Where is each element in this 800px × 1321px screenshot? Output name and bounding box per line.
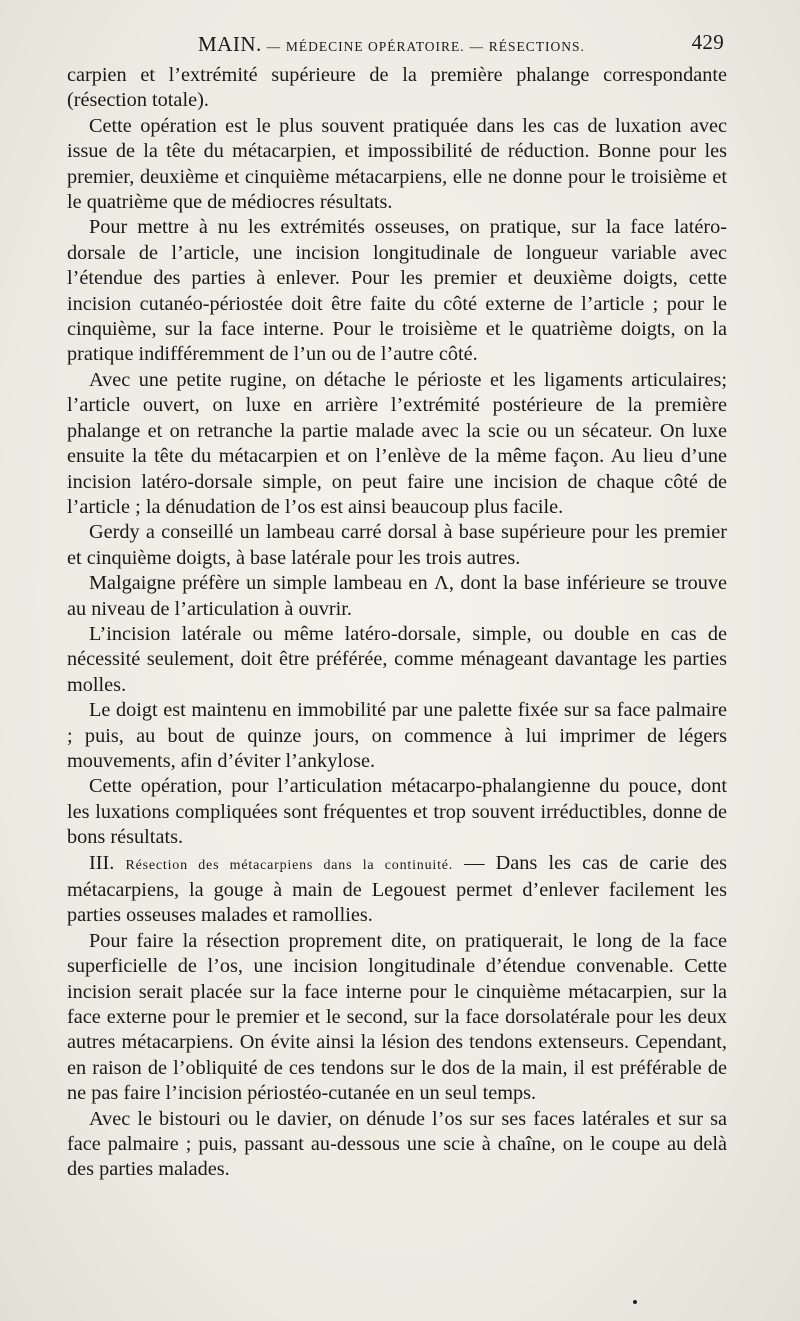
header-subsection: RÉSECTIONS.: [488, 39, 585, 54]
paragraph: Pour faire la résection proprement dite, on pratiquerait, le long de la face superficielle de l’os, une incision longitudinale d’étendue convenable. Cette incision serait placée sur la face interne pour le cinquième métacarpien, sur la face externe pour le premier et le second, sur la face dorsolatérale pour les deux autres métacarpiens. On évite ainsi la lésion des tendons extenseurs. Cependant, en raison de l’obliquité de ces tendons sur le dos de la main, il est préférable de ne pas faire l’incision périostéo-cutanée en un seul temps.: [67, 929, 727, 1105]
header-dash: —: [469, 39, 484, 54]
ink-speck: [633, 1300, 637, 1304]
section-numeral: III.: [89, 851, 115, 874]
paragraph: Avec une petite rugine, on détache le périoste et les ligaments articulaires; l’article ouvert, on luxe en arrière l’extrémité postérieure de la première phalange et on retranche la partie malade avec la scie ou un sécateur. On luxe ensuite la tête du métacarpien et on l’enlève de la même façon. Au lieu d’une incision latéro-dorsale simple, on peut faire une incision de chaque côté de l’article ; la dénudation de l’os est ainsi beaucoup plus facile.: [67, 368, 727, 518]
paragraph: Cette opération, pour l’articulation métacarpo-phalangienne du pouce, dont les luxations compliquées sont fréquentes et trop souvent irréductibles, donne de bons résultats.: [67, 775, 727, 849]
paragraph: carpien et l’extrémité supérieure de la première phalange correspondante (résection totale).: [67, 64, 727, 112]
section-text: — Dans les cas de carie des métacarpiens, la gouge à main de Legouest permet d’enlever facilement les parties osseuses malades et ramollies.: [67, 851, 727, 927]
section-heading: Résection des métacarpiens dans la continuité.: [125, 857, 454, 873]
section-iii-paragraph: [67, 851, 727, 929]
header-section: MÉDECINE OPÉRATOIRE.: [285, 39, 465, 54]
page-number: 429: [691, 30, 724, 54]
paragraph: Avec le bistouri ou le davier, on dénude l’os sur ses faces latérales et sur sa face palmaire ; puis, passant au-dessous une scie à chaîne, on le coupe au delà des parties malades.: [67, 1107, 727, 1181]
header-dash: —: [266, 39, 282, 54]
paragraph: Gerdy a conseillé un lambeau carré dorsal à base supérieure pour les premier et cinquième doigts, à base latérale pour les trois autres.: [67, 521, 727, 569]
body-text: [67, 63, 727, 1183]
running-title: [198, 32, 585, 57]
paragraph: Malgaigne préfère un simple lambeau en Λ, dont la base inférieure se trouve au niveau de l’articulation à ouvrir.: [67, 572, 727, 620]
header-title: MAIN.: [198, 32, 262, 56]
paragraph: Pour mettre à nu les extrémités osseuses, on pratique, sur la face latéro-dorsale de l’article, une incision longitudinale de longueur variable avec l’étendue des parties à enlever. Pour les premier et deuxième doigts, cette incision cutanéo-périostée doit être faite du côté externe de l’article ; pour le cinquième, sur la face interne. Pour le troisième et le quatrième doigts, on la pratique indifféremment de l’un ou de l’autre côté.: [67, 216, 727, 366]
paragraph: Cette opération est le plus souvent pratiquée dans les cas de luxation avec issue de la tête du métacarpien, et impossibilité de réduction. Bonne pour les premier, deuxième et cinquième métacarpiens, elle ne donne pour le troisième et le quatrième que de médiocres résultats.: [67, 114, 727, 214]
paragraph: L’incision latérale ou même latéro-dorsale, simple, ou double en cas de nécessité seulement, doit être préférée, comme ménageant davantage les parties molles.: [67, 622, 727, 696]
running-header: [66, 30, 726, 56]
paragraph: Le doigt est maintenu en immobilité par une palette fixée sur sa face palmaire ; puis, au bout de quinze jours, on commence à lui imprimer de légers mouvements, afin d’éviter l’ankylose.: [67, 699, 727, 772]
